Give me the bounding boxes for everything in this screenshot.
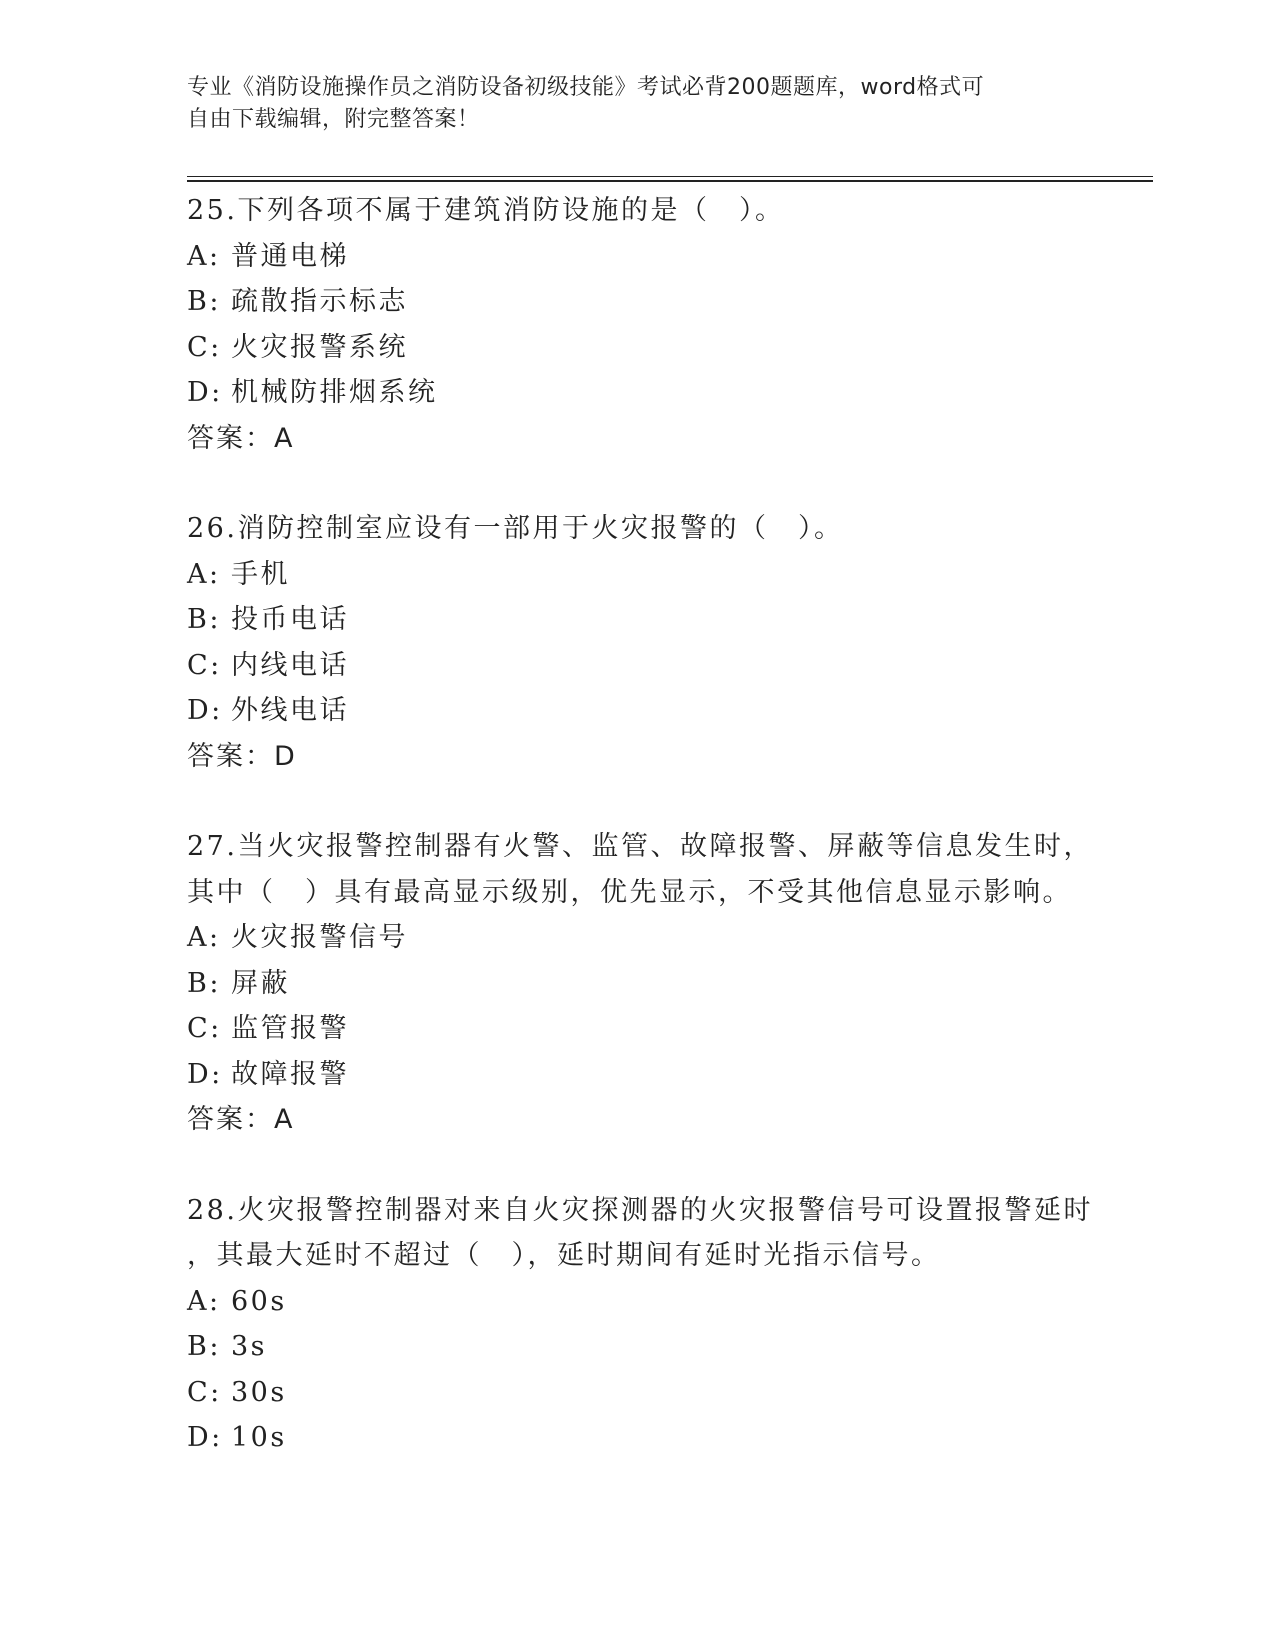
option-c	[187, 1006, 1087, 1052]
header-title-line-1: 专业《消防设施操作员之消防设备初级技能》考试必背200题题库，word格式可	[187, 75, 985, 100]
option-c	[187, 325, 1087, 371]
question-27	[187, 824, 1093, 1143]
option-text: 疏散指示标志	[231, 286, 408, 317]
option-b	[187, 597, 1087, 643]
option-key: A:	[187, 558, 221, 590]
option-b	[187, 961, 1087, 1007]
option-b	[187, 1324, 1087, 1370]
question-stem-continued: 其中（ ）具有最高显示级别，优先显示，不受其他信息显示影响。	[187, 876, 1072, 908]
option-text: 10s	[231, 1422, 287, 1453]
option-text: 监管报警	[231, 1013, 349, 1044]
option-d	[187, 688, 1087, 734]
option-key: D:	[187, 1058, 223, 1090]
option-key: C:	[187, 649, 222, 681]
answer-label: 答案：D	[187, 740, 297, 772]
option-text: 机械防排烟系统	[231, 377, 438, 408]
option-text: 普通电梯	[231, 240, 349, 272]
question-26	[187, 506, 1087, 779]
option-key: A:	[187, 922, 221, 953]
answer-label: 答案：A	[187, 422, 295, 454]
option-key: B:	[187, 286, 221, 317]
option-a	[187, 1279, 1087, 1325]
option-text: 投币电话	[231, 604, 349, 635]
option-c	[187, 643, 1087, 689]
option-text: 火灾报警系统	[231, 331, 408, 363]
option-key: B:	[187, 604, 221, 635]
option-text: 3s	[231, 1331, 268, 1362]
question-spacer	[187, 461, 1087, 506]
option-key: C:	[187, 1013, 222, 1044]
option-d	[187, 1052, 1087, 1098]
option-key: D:	[187, 695, 223, 726]
option-a	[187, 552, 1087, 598]
header-title-line-2: 自由下载编辑，附完整答案！	[187, 107, 480, 132]
option-key: C:	[187, 1376, 222, 1408]
question-stem: 25.下列各项不属于建筑消防设施的是（ ）。	[187, 195, 785, 226]
option-key: B:	[187, 967, 221, 999]
option-text: 手机	[231, 558, 290, 590]
question-spacer	[187, 1143, 1087, 1188]
option-text: 外线电话	[231, 695, 349, 726]
option-text: 30s	[231, 1376, 287, 1408]
question-stem: 27.当火灾报警控制器有火警、监管、故障报警、屏蔽等信息发生时，	[187, 831, 1093, 862]
document-header	[187, 72, 1087, 136]
option-b	[187, 279, 1087, 325]
option-key: D:	[187, 377, 223, 408]
question-stem: 28.火灾报警控制器对来自火灾探测器的火灾报警信号可设置报警延时	[187, 1194, 1093, 1226]
option-key: A:	[187, 240, 221, 272]
header-divider-bottom	[187, 180, 1153, 182]
question-list	[187, 188, 1093, 1461]
option-d	[187, 370, 1087, 416]
option-d	[187, 1415, 1087, 1461]
question-stem: 26.消防控制室应设有一部用于火灾报警的（ ）。	[187, 513, 844, 544]
option-text: 60s	[231, 1285, 287, 1317]
option-key: B:	[187, 1331, 221, 1362]
option-text: 内线电话	[231, 649, 349, 681]
option-text: 屏蔽	[231, 967, 290, 999]
option-c	[187, 1370, 1087, 1416]
header-divider-top	[187, 176, 1153, 177]
option-key: A:	[187, 1285, 221, 1317]
option-text: 故障报警	[231, 1058, 349, 1090]
question-spacer	[187, 779, 1087, 824]
option-text: 火灾报警信号	[231, 922, 408, 953]
question-28	[187, 1188, 1093, 1461]
question-25	[187, 188, 1087, 461]
option-a	[187, 234, 1087, 280]
option-key: D:	[187, 1422, 223, 1453]
option-a	[187, 915, 1087, 961]
answer-label: 答案：A	[187, 1104, 295, 1135]
question-stem-continued: ，其最大延时不超过（ ），延时期间有延时光指示信号。	[187, 1240, 941, 1271]
option-key: C:	[187, 331, 222, 363]
